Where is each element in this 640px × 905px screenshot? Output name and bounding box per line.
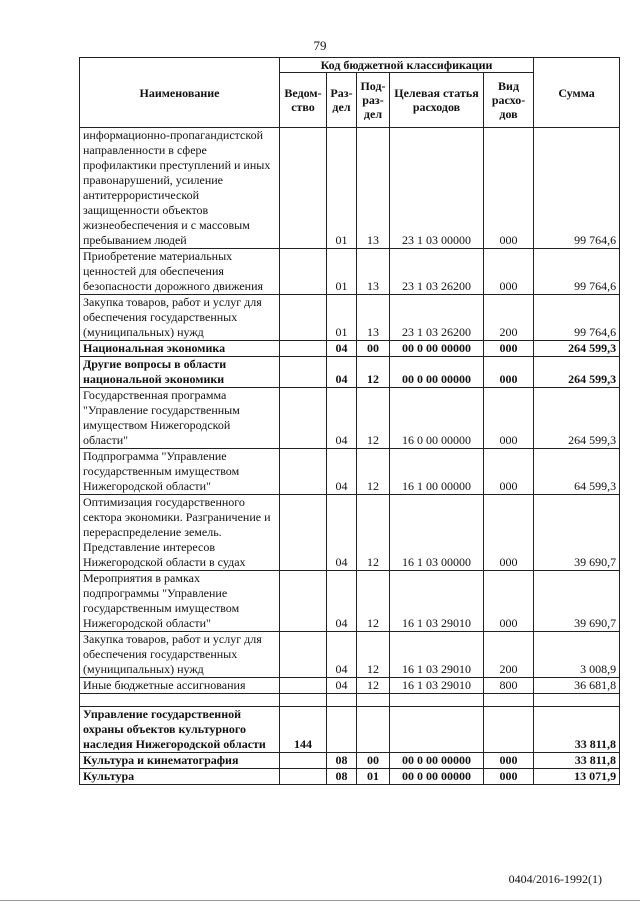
row-celevaya: 00 0 00 00000 xyxy=(390,341,484,357)
row-razdel: 04 xyxy=(327,357,357,388)
table-row xyxy=(80,295,620,341)
row-celevaya: 00 0 00 00000 xyxy=(390,769,484,785)
row-ved xyxy=(280,678,327,694)
row-name: Управление государственной охраны объектов культурного наследия Нижегородской области xyxy=(80,707,280,753)
row-ved xyxy=(280,128,327,249)
row-summa: 99 764,6 xyxy=(534,295,620,341)
row-celevaya: 16 1 03 29010 xyxy=(390,678,484,694)
row-celevaya xyxy=(390,707,484,753)
row-vid: 000 xyxy=(484,128,534,249)
row-summa: 36 681,8 xyxy=(534,678,620,694)
row-ved xyxy=(280,249,327,295)
row-ved xyxy=(280,295,327,341)
row-name: Приобретение материальных ценностей для обеспечения безопасности дорожного движения xyxy=(80,249,280,295)
header-summa: Сумма xyxy=(534,58,620,128)
row-summa: 99 764,6 xyxy=(534,128,620,249)
row-name: Культура и кинематография xyxy=(80,753,280,769)
header-razdel: Раз-дел xyxy=(327,73,357,128)
row-name: Подпрограмма "Управление государственным имуществом Нижегородской области" xyxy=(80,449,280,495)
row-razdel: 04 xyxy=(327,632,357,678)
row-podrazdel: 13 xyxy=(357,249,390,295)
row-summa: 264 599,3 xyxy=(534,388,620,449)
row-razdel: 04 xyxy=(327,571,357,632)
budget-table xyxy=(79,57,620,785)
row-name: Мероприятия в рамках подпрограммы "Управление государственным имуществом Нижегородской области" xyxy=(80,571,280,632)
row-podrazdel: 00 xyxy=(357,753,390,769)
header-name: Наименование xyxy=(80,58,280,128)
row-name: Оптимизация государственного сектора экономики. Разграничение и перераспределение земель. Представление интересов Нижегородской области в судах xyxy=(80,495,280,571)
row-name: Закупка товаров, работ и услуг для обеспечения государственных (муниципальных) нужд xyxy=(80,632,280,678)
row-razdel: 01 xyxy=(327,295,357,341)
row-summa: 3 008,9 xyxy=(534,632,620,678)
row-vid: 200 xyxy=(484,295,534,341)
row-ved xyxy=(280,341,327,357)
row-ved: 144 xyxy=(280,707,327,753)
row-name: Культура xyxy=(80,769,280,785)
table-row xyxy=(80,707,620,753)
document-code: 0404/2016-1992(1) xyxy=(508,872,602,886)
page-number: 79 xyxy=(313,38,327,53)
row-podrazdel: 12 xyxy=(357,495,390,571)
row-ved xyxy=(280,571,327,632)
header-group: Код бюджетной классификации xyxy=(280,58,534,73)
row-razdel: 01 xyxy=(327,249,357,295)
row-ved xyxy=(280,357,327,388)
table-row xyxy=(80,678,620,694)
table-row xyxy=(80,632,620,678)
row-celevaya: 00 0 00 00000 xyxy=(390,357,484,388)
header-vedomstvo: Ведом-ство xyxy=(280,73,327,128)
row-celevaya: 23 1 03 00000 xyxy=(390,128,484,249)
row-name: информационно-пропагандистской направленности в сфере профилактики преступлений и иных правонарушений, усиление антитеррористической защищенности объектов жизнеобеспечения и с массовым пребыванием людей xyxy=(80,128,280,249)
spacer-row xyxy=(80,694,620,707)
row-vid: 800 xyxy=(484,678,534,694)
row-name: Иные бюджетные ассигнования xyxy=(80,678,280,694)
table-row xyxy=(80,571,620,632)
row-vid: 000 xyxy=(484,753,534,769)
row-name: Национальная экономика xyxy=(80,341,280,357)
row-vid: 000 xyxy=(484,388,534,449)
row-vid: 000 xyxy=(484,769,534,785)
row-celevaya: 16 1 03 29010 xyxy=(390,571,484,632)
row-podrazdel: 12 xyxy=(357,571,390,632)
row-podrazdel: 13 xyxy=(357,128,390,249)
row-vid: 000 xyxy=(484,357,534,388)
row-podrazdel: 12 xyxy=(357,632,390,678)
table-row xyxy=(80,341,620,357)
row-podrazdel: 00 xyxy=(357,341,390,357)
row-vid xyxy=(484,707,534,753)
row-summa: 64 599,3 xyxy=(534,449,620,495)
row-vid: 200 xyxy=(484,632,534,678)
row-razdel: 08 xyxy=(327,769,357,785)
row-ved xyxy=(280,632,327,678)
row-celevaya: 16 1 03 29010 xyxy=(390,632,484,678)
row-podrazdel xyxy=(357,707,390,753)
row-podrazdel: 01 xyxy=(357,769,390,785)
table-row xyxy=(80,357,620,388)
row-celevaya: 23 1 03 26200 xyxy=(390,249,484,295)
table-row xyxy=(80,249,620,295)
row-ved xyxy=(280,753,327,769)
row-celevaya: 16 1 03 00000 xyxy=(390,495,484,571)
row-razdel: 04 xyxy=(327,341,357,357)
row-ved xyxy=(280,388,327,449)
table-row xyxy=(80,769,620,785)
table-row xyxy=(80,388,620,449)
row-name: Государственная программа "Управление государственным имуществом Нижегородской области" xyxy=(80,388,280,449)
row-razdel: 04 xyxy=(327,678,357,694)
row-vid: 000 xyxy=(484,449,534,495)
row-ved xyxy=(280,449,327,495)
row-summa: 264 599,3 xyxy=(534,341,620,357)
row-ved xyxy=(280,769,327,785)
row-razdel: 01 xyxy=(327,128,357,249)
row-podrazdel: 12 xyxy=(357,449,390,495)
row-razdel xyxy=(327,707,357,753)
row-celevaya: 16 1 00 00000 xyxy=(390,449,484,495)
row-celevaya: 23 1 03 26200 xyxy=(390,295,484,341)
row-summa: 33 811,8 xyxy=(534,707,620,753)
row-summa: 99 764,6 xyxy=(534,249,620,295)
row-razdel: 08 xyxy=(327,753,357,769)
row-podrazdel: 12 xyxy=(357,357,390,388)
header-podrazdel: Под-раз-дел xyxy=(357,73,390,128)
row-summa: 39 690,7 xyxy=(534,495,620,571)
table-row xyxy=(80,449,620,495)
row-razdel: 04 xyxy=(327,495,357,571)
table-row xyxy=(80,495,620,571)
row-vid: 000 xyxy=(484,341,534,357)
row-podrazdel: 12 xyxy=(357,678,390,694)
row-celevaya: 00 0 00 00000 xyxy=(390,753,484,769)
row-summa: 39 690,7 xyxy=(534,571,620,632)
row-summa: 33 811,8 xyxy=(534,753,620,769)
row-vid: 000 xyxy=(484,495,534,571)
row-name: Закупка товаров, работ и услуг для обеспечения государственных (муниципальных) нужд xyxy=(80,295,280,341)
row-summa: 13 071,9 xyxy=(534,769,620,785)
row-summa: 264 599,3 xyxy=(534,357,620,388)
row-podrazdel: 13 xyxy=(357,295,390,341)
row-vid: 000 xyxy=(484,571,534,632)
header-vid: Вид расхо-дов xyxy=(484,73,534,128)
table-row xyxy=(80,128,620,249)
row-vid: 000 xyxy=(484,249,534,295)
row-razdel: 04 xyxy=(327,449,357,495)
row-ved xyxy=(280,495,327,571)
row-name: Другие вопросы в области национальной экономики xyxy=(80,357,280,388)
table-row xyxy=(80,753,620,769)
page-bottom-rule xyxy=(0,900,640,901)
row-celevaya: 16 0 00 00000 xyxy=(390,388,484,449)
row-razdel: 04 xyxy=(327,388,357,449)
row-podrazdel: 12 xyxy=(357,388,390,449)
header-celevaya: Целевая статья расходов xyxy=(390,73,484,128)
